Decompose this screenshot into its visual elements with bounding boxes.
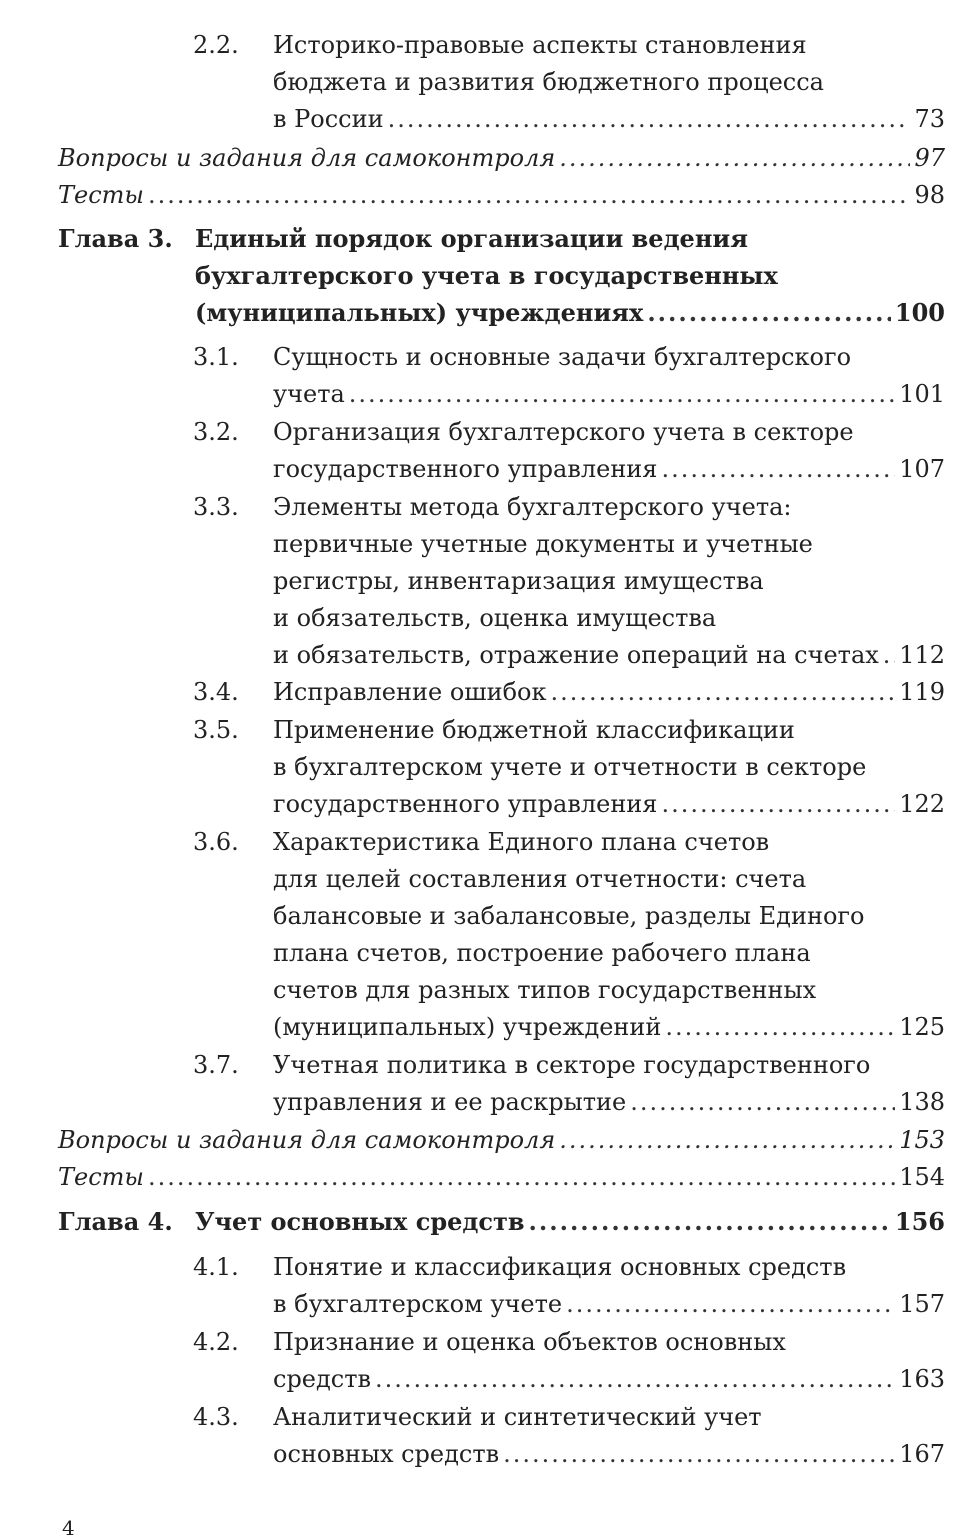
dot-leader <box>559 1121 895 1159</box>
entry-title-line: в России <box>273 105 384 133</box>
dot-leader <box>550 673 895 711</box>
entry-title-line: регистры, инвентаризация имущества <box>273 567 764 595</box>
section-number: 3.5. <box>193 716 239 744</box>
entry-title-line: бюджета и развития бюджетного процесса <box>273 68 824 96</box>
entry-title-line: балансовые и забалансовые, разделы Единого <box>273 902 865 930</box>
page-number: 101 <box>899 380 945 408</box>
entry-title-line: в бухгалтерском учете <box>273 1290 563 1318</box>
dot-leader <box>388 100 911 138</box>
entry-title-line: Элементы метода бухгалтерского учета: <box>273 493 792 521</box>
entry-title-line: государственного управления <box>273 790 658 818</box>
dot-leader <box>661 450 895 488</box>
section-number: 3.7. <box>193 1051 239 1079</box>
entry-title-line: Сущность и основные задачи бухгалтерского <box>273 343 852 371</box>
entry-title-line: Учетная политика в секторе государственного <box>273 1051 871 1079</box>
dot-leader <box>559 139 910 177</box>
page-number: 156 <box>894 1207 945 1236</box>
dot-leader <box>148 1158 895 1196</box>
page-number: 97 <box>914 144 945 172</box>
page-number: 100 <box>894 298 945 327</box>
entry-title-line: плана счетов, построение рабочего плана <box>273 939 811 967</box>
dot-leader <box>529 1203 891 1241</box>
entry-title-line: учета <box>273 380 345 408</box>
entry-title-line: в бухгалтерском учете и отчетности в секторе <box>273 753 867 781</box>
page-number: 153 <box>899 1126 945 1154</box>
entry-title-line: Понятие и классификация основных средств <box>273 1253 847 1281</box>
chapter-title-line: (муниципальных) учреждениях <box>195 298 644 327</box>
section-number: 4.3. <box>193 1403 239 1431</box>
page-number: 122 <box>899 790 945 818</box>
entry-title-line: Аналитический и синтетический учет <box>273 1403 762 1431</box>
entry-title: Вопросы и задания для самоконтроля <box>58 144 556 172</box>
entry-title: Тесты <box>58 181 144 209</box>
page-number: 119 <box>899 678 945 706</box>
entry-title-line: (муниципальных) учреждений <box>273 1013 662 1041</box>
dot-leader <box>630 1083 895 1121</box>
entry-title-line: и обязательств, оценка имущества <box>273 604 717 632</box>
entry-title-line: управления и ее раскрытие <box>273 1088 627 1116</box>
chapter-number: Глава 3. <box>58 224 173 253</box>
section-number: 3.3. <box>193 493 239 521</box>
entry-title-line: Характеристика Единого плана счетов <box>273 828 770 856</box>
entry-title-line: Применение бюджетной классификации <box>273 716 795 744</box>
section-number: 4.1. <box>193 1253 239 1281</box>
entry-title: Вопросы и задания для самоконтроля <box>58 1126 556 1154</box>
dot-leader <box>375 1360 895 1398</box>
page-number: 73 <box>914 105 945 133</box>
page-number: 157 <box>899 1290 945 1318</box>
page-number: 107 <box>899 455 945 483</box>
chapter-title-line: бухгалтерского учета в государственных <box>195 261 778 290</box>
dot-leader <box>647 294 891 332</box>
entry-title-line: Организация бухгалтерского учета в секторе <box>273 418 854 446</box>
entry-title-line: Признание и оценка объектов основных <box>273 1328 786 1356</box>
page-number: 112 <box>899 641 945 669</box>
dot-leader <box>665 1008 895 1046</box>
page-folio: 4 <box>62 1516 75 1540</box>
entry-title-line: средств <box>273 1365 372 1393</box>
dot-leader <box>503 1435 895 1473</box>
section-number: 4.2. <box>193 1328 239 1356</box>
page-number: 167 <box>899 1440 945 1468</box>
chapter-title-line: Единый порядок организации ведения <box>195 224 748 253</box>
entry-title-line: и обязательств, отражение операций на счетах <box>273 641 879 669</box>
entry-title-line: Исправление ошибок <box>273 678 547 706</box>
entry-title-line: для целей составления отчетности: счета <box>273 865 807 893</box>
dot-leader <box>566 1285 895 1323</box>
dot-leader <box>349 375 895 413</box>
chapter-title-line: Учет основных средств <box>195 1207 525 1236</box>
entry-title-line: первичные учетные документы и учетные <box>273 530 813 558</box>
section-number: 2.2. <box>193 31 239 59</box>
page-number: 163 <box>899 1365 945 1393</box>
entry-title-line: счетов для разных типов государственных <box>273 976 817 1004</box>
section-number: 3.2. <box>193 418 239 446</box>
page-number: 138 <box>899 1088 945 1116</box>
dot-leader <box>661 785 895 823</box>
page-number: 98 <box>914 181 945 209</box>
section-number: 3.4. <box>193 678 239 706</box>
entry-title-line: государственного управления <box>273 455 658 483</box>
entry-title-line: основных средств <box>273 1440 500 1468</box>
section-number: 3.6. <box>193 828 239 856</box>
page-number: 154 <box>899 1163 945 1191</box>
entry-title-line: Историко-правовые аспекты становления <box>273 31 807 59</box>
entry-title: Тесты <box>58 1163 144 1191</box>
section-number: 3.1. <box>193 343 239 371</box>
dot-leader <box>883 636 895 674</box>
dot-leader <box>148 176 910 214</box>
chapter-number: Глава 4. <box>58 1207 173 1236</box>
page-number: 125 <box>899 1013 945 1041</box>
